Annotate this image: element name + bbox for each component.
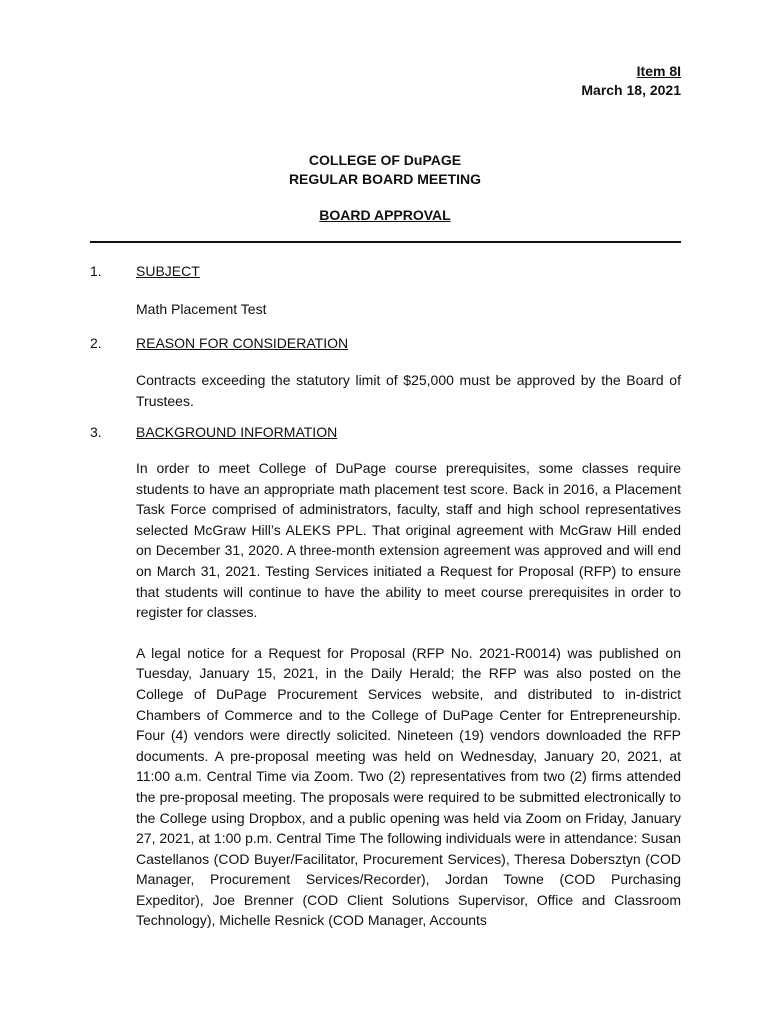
horizontal-divider	[90, 241, 681, 243]
approval-heading: BOARD APPROVAL	[319, 207, 451, 223]
section-heading: BACKGROUND INFORMATION	[136, 424, 338, 440]
section-heading: REASON FOR CONSIDERATION	[136, 335, 349, 351]
section-paragraph: Contracts exceeding the statutory limit of $25,000 must be approved by the Board of Trustees.	[136, 372, 681, 409]
document-title	[0, 151, 770, 225]
document-header	[581, 62, 681, 100]
section-number: 1.	[90, 263, 102, 279]
meeting-date: March 18, 2021	[581, 82, 681, 98]
section-background	[90, 423, 681, 931]
section-number: 3.	[90, 424, 102, 440]
section-number: 2.	[90, 335, 102, 351]
section-reason	[90, 334, 681, 411]
meeting-type: REGULAR BOARD MEETING	[288, 171, 482, 187]
section-subject	[90, 262, 681, 320]
section-paragraph: Math Placement Test	[136, 301, 267, 317]
college-name: COLLEGE OF DuPAGE	[308, 152, 462, 168]
section-paragraph: A legal notice for a Request for Proposal (RFP No. 2021-R0014) was published on Tuesday, January 15, 2021, in the Daily Herald; the RFP was also posted on the College of DuPage Procurement Services website, and distributed to in-district Chambers of Commerce and to the College of DuPage Center for Entrepreneurship. Four (4) vendors were directly solicited. Nineteen (19) vendors downloaded the RFP documents. A pre-proposal meeting was held on Wednesday, January 20, 2021, at 11:00 a.m. Central Time via Zoom. Two (2) representatives from two (2) firms attended the pre-proposal meeting. The proposals were required to be submitted electronically to the College using Dropbox, and a public opening was held via Zoom on Friday, January 27, 2021, at 1:00 p.m. Central Time The following individuals were in attendance: Susan Castellanos (COD Buyer/Facilitator, Procurement Services), Theresa Dobersztyn (COD Manager, Procurement Services/Recorder), Jordan Towne (COD Purchasing Expeditor), Joe Brenner (COD Client Solutions Supervisor, Office and Classroom Technology), Michelle Resnick (COD Manager, Accounts	[136, 644, 681, 929]
section-paragraph: In order to meet College of DuPage course prerequisites, some classes require students to have an appropriate math placement test score. Back in 2016, a Placement Task Force comprised of administrators, faculty, staff and high school representatives selected McGraw Hill’s ALEKS PPL. That original agreement with McGraw Hill ended on December 31, 2020. A three-month extension agreement was approved and will end on March 31, 2021. Testing Services initiated a Request for Proposal (RFP) to ensure that students will continue to have the ability to meet course prerequisites in order to register for classes.	[136, 460, 681, 621]
item-number: Item 8I	[636, 63, 681, 79]
section-heading: SUBJECT	[136, 263, 200, 279]
